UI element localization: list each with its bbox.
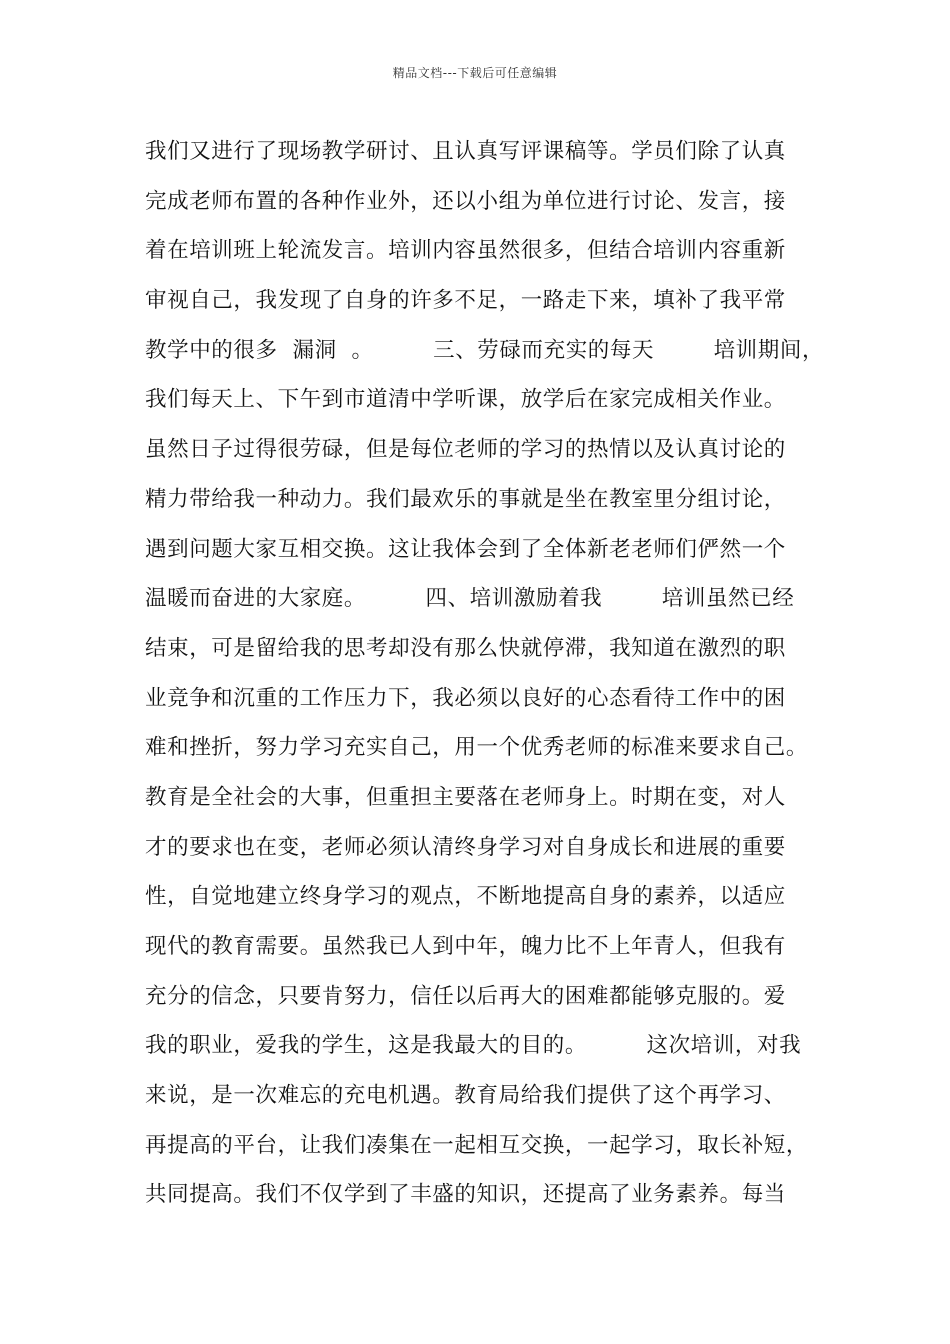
body-line-11: 结束，可是留给我的思考却没有那么快就停滞，我知道在激烈的职: [145, 635, 786, 661]
body-line-14: 教育是全社会的大事，但重担主要落在老师身上。时期在变，对人: [145, 784, 786, 810]
body-line-4: 审视自己，我发现了自身的许多不足，一路走下来，填补了我平常: [145, 288, 786, 314]
body-line-19: 我的职业，爱我的学生，这是我最大的目的。 这次培训，对我: [145, 1033, 802, 1059]
body-line-6: 我们每天上、下午到市道清中学听课，放学后在家完成相关作业。: [145, 387, 786, 413]
body-line-15: 才的要求也在变，老师必须认清终身学习对自身成长和进展的重要: [145, 834, 786, 860]
body-line-10: 温暖而奋进的大家庭。 四、培训激励着我 培训虽然已经: [145, 586, 795, 612]
body-line-3: 着在培训班上轮流发言。培训内容虽然很多，但结合培训内容重新: [145, 238, 786, 264]
body-line-21: 再提高的平台，让我们凑集在一起相互交换，一起学习，取长补短，: [145, 1132, 809, 1158]
body-line-8: 精力带给我一种动力。我们最欢乐的事就是坐在教室里分组讨论，: [145, 486, 786, 512]
body-line-13: 难和挫折，努力学习充实自己，用一个优秀老师的标准来要求自己。: [145, 735, 809, 761]
body-line-2: 完成老师布置的各种作业外，还以小组为单位进行讨论、发言，接: [145, 188, 786, 214]
body-line-1: 我们又进行了现场教学研讨、且认真写评课稿等。学员们除了认真: [145, 139, 786, 164]
body-line-20: 来说，是一次难忘的充电机遇。教育局给我们提供了这个再学习、: [145, 1083, 786, 1109]
body-line-18: 充分的信念，只要肯努力，信任以后再大的困难都能够克服的。爱: [145, 983, 786, 1009]
body-line-5: 教学中的很多 漏洞 。 三、劳碌而充实的每天 培训期间，: [145, 337, 825, 363]
body-line-12: 业竞争和沉重的工作压力下，我必须以良好的心态看待工作中的困: [145, 685, 786, 711]
body-line-7: 虽然日子过得很劳碌，但是每位老师的学习的热情以及认真讨论的: [145, 437, 786, 463]
page-header: 精品文档---下载后可任意编辑: [392, 66, 558, 80]
body-line-17: 现代的教育需要。虽然我已人到中年，魄力比不上年青人，但我有: [145, 934, 786, 959]
body-line-22: 共同提高。我们不仅学到了丰盛的知识，还提高了业务素养。每当: [145, 1182, 786, 1208]
body-line-9: 遇到问题大家互相交换。这让我体会到了全体新老老师们俨然一个: [145, 536, 786, 562]
body-line-16: 性，自觉地建立终身学习的观点，不断地提高自身的素养，以适应: [145, 884, 786, 910]
document-body: [145, 131, 835, 1224]
